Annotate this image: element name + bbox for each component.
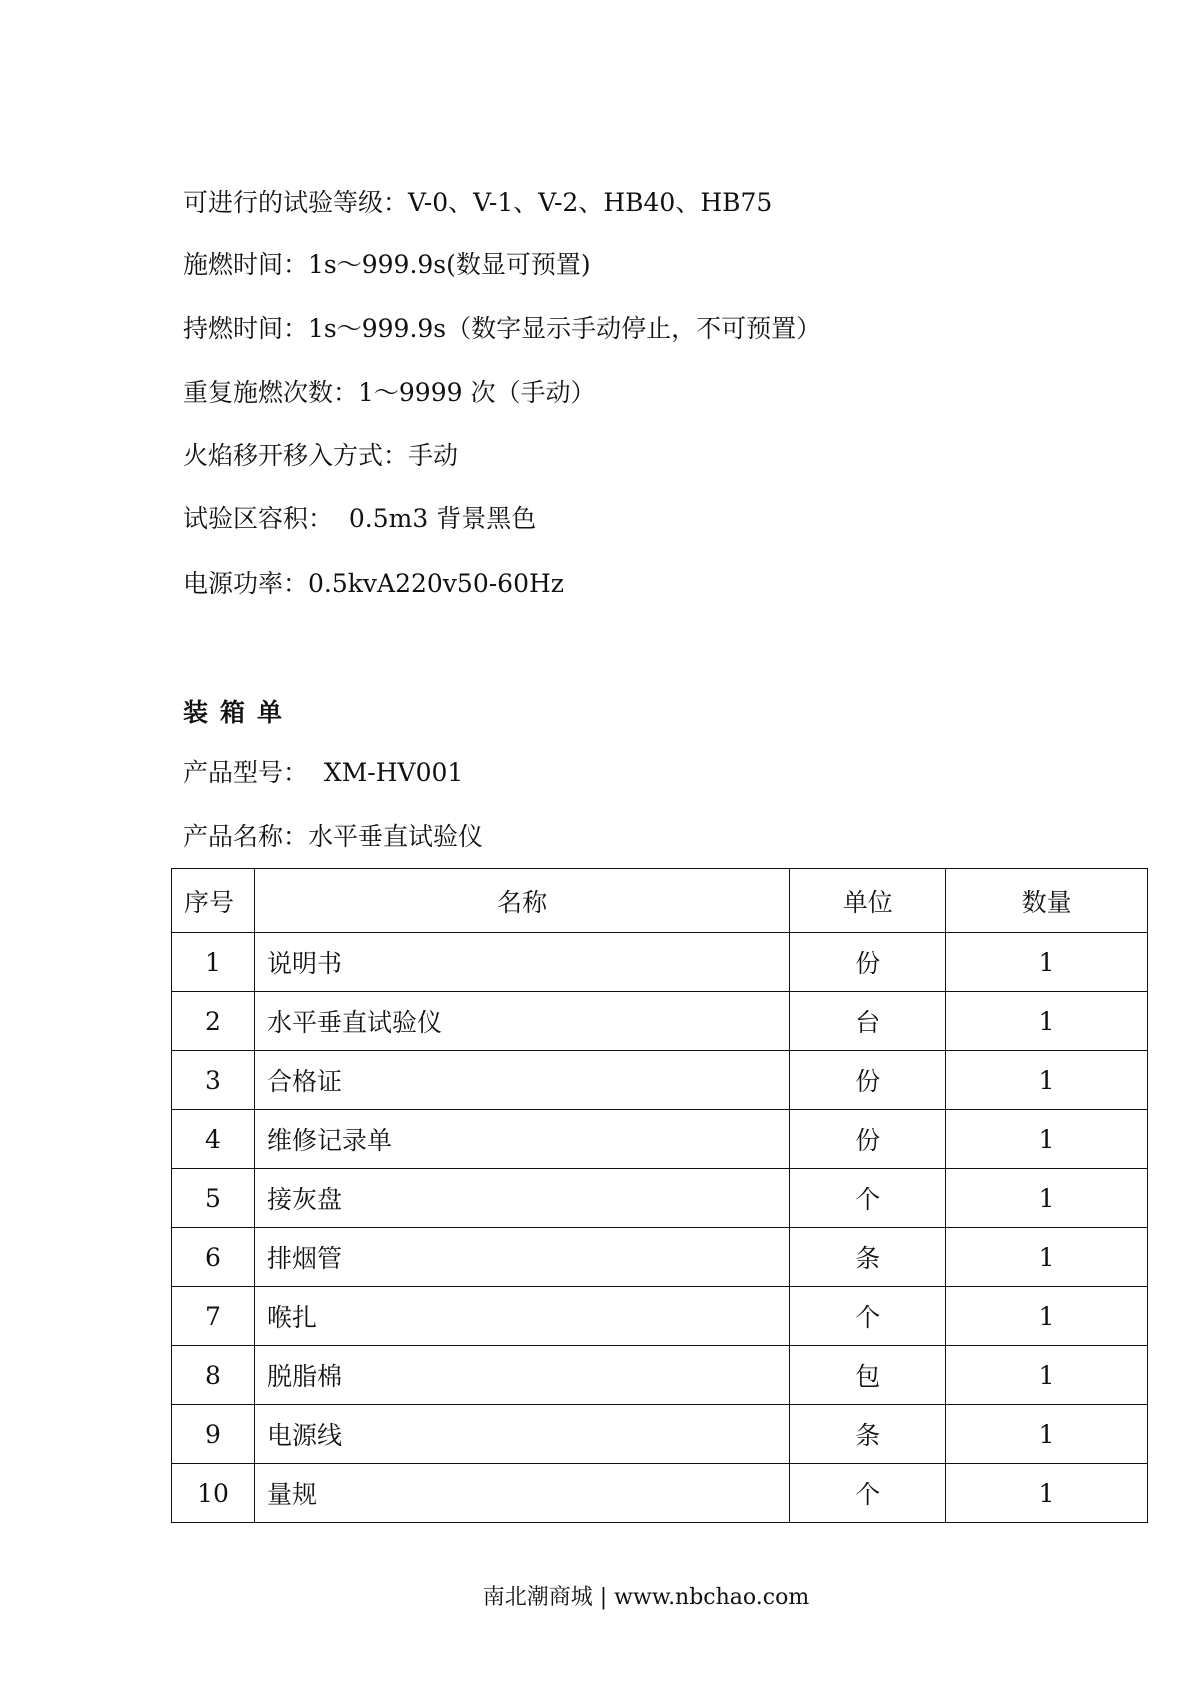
table-row bbox=[172, 1464, 1148, 1523]
cell-name: 维修记录单 bbox=[254, 1110, 789, 1169]
table-row bbox=[172, 1169, 1148, 1228]
cell-name: 排烟管 bbox=[254, 1228, 789, 1287]
cell-quantity: 1 bbox=[946, 1405, 1148, 1464]
cell-name: 合格证 bbox=[254, 1051, 789, 1110]
cell-unit: 份 bbox=[790, 1110, 946, 1169]
table-row bbox=[172, 1287, 1148, 1346]
cell-unit: 条 bbox=[790, 1228, 946, 1287]
header-unit: 单位 bbox=[790, 869, 946, 933]
cell-unit: 个 bbox=[790, 1287, 946, 1346]
cell-name: 接灰盘 bbox=[254, 1169, 789, 1228]
spec-line-ignition-time: 施燃时间：1s～999.9s(数显可预置) bbox=[183, 250, 591, 279]
cell-quantity: 1 bbox=[946, 1110, 1148, 1169]
packing-list-heading: 装箱单 bbox=[183, 698, 295, 727]
cell-index: 4 bbox=[172, 1110, 255, 1169]
header-index: 序号 bbox=[172, 869, 255, 933]
cell-quantity: 1 bbox=[946, 933, 1148, 992]
cell-unit: 份 bbox=[790, 1051, 946, 1110]
spec-line-volume: 试验区容积： 0.5m3 背景黑色 bbox=[183, 504, 537, 533]
product-model: 产品型号： XM-HV001 bbox=[183, 758, 464, 787]
cell-unit: 包 bbox=[790, 1346, 946, 1405]
cell-index: 1 bbox=[172, 933, 255, 992]
spec-line-grades: 可进行的试验等级：V-0、V-1、V-2、HB40、HB75 bbox=[183, 188, 773, 217]
cell-index: 9 bbox=[172, 1405, 255, 1464]
footer-watermark: 南北潮商城 | www.nbchao.com bbox=[482, 1585, 810, 1610]
cell-quantity: 1 bbox=[946, 1051, 1148, 1110]
cell-quantity: 1 bbox=[946, 1169, 1148, 1228]
cell-quantity: 1 bbox=[946, 1287, 1148, 1346]
table-row bbox=[172, 933, 1148, 992]
table-row bbox=[172, 992, 1148, 1051]
cell-index: 7 bbox=[172, 1287, 255, 1346]
spec-line-repeat-count: 重复施燃次数：1～9999 次（手动） bbox=[183, 378, 596, 407]
cell-unit: 条 bbox=[790, 1405, 946, 1464]
table-row bbox=[172, 1228, 1148, 1287]
table-row bbox=[172, 1405, 1148, 1464]
cell-index: 5 bbox=[172, 1169, 255, 1228]
spec-line-power: 电源功率：0.5kvA220v50-60Hz bbox=[183, 569, 564, 598]
cell-name: 喉扎 bbox=[254, 1287, 789, 1346]
cell-index: 6 bbox=[172, 1228, 255, 1287]
cell-unit: 个 bbox=[790, 1169, 946, 1228]
header-name: 名称 bbox=[254, 869, 789, 933]
spec-line-flame-mode: 火焰移开移入方式：手动 bbox=[183, 441, 459, 470]
cell-index: 8 bbox=[172, 1346, 255, 1405]
header-quantity: 数量 bbox=[946, 869, 1148, 933]
cell-name: 水平垂直试验仪 bbox=[254, 992, 789, 1051]
cell-unit: 个 bbox=[790, 1464, 946, 1523]
table-row bbox=[172, 1051, 1148, 1110]
cell-quantity: 1 bbox=[946, 992, 1148, 1051]
cell-name: 电源线 bbox=[254, 1405, 789, 1464]
table-row bbox=[172, 1346, 1148, 1405]
cell-index: 3 bbox=[172, 1051, 255, 1110]
cell-index: 10 bbox=[172, 1464, 255, 1523]
table-header-row bbox=[172, 869, 1148, 933]
spec-line-burn-time: 持燃时间：1s～999.9s（数字显示手动停止，不可预置） bbox=[183, 314, 822, 343]
product-name: 产品名称：水平垂直试验仪 bbox=[183, 822, 484, 851]
table-row bbox=[172, 1110, 1148, 1169]
cell-quantity: 1 bbox=[946, 1464, 1148, 1523]
cell-unit: 台 bbox=[790, 992, 946, 1051]
cell-index: 2 bbox=[172, 992, 255, 1051]
cell-quantity: 1 bbox=[946, 1346, 1148, 1405]
cell-name: 说明书 bbox=[254, 933, 789, 992]
cell-name: 量规 bbox=[254, 1464, 789, 1523]
cell-unit: 份 bbox=[790, 933, 946, 992]
cell-quantity: 1 bbox=[946, 1228, 1148, 1287]
packing-table bbox=[171, 868, 1148, 1523]
cell-name: 脱脂棉 bbox=[254, 1346, 789, 1405]
